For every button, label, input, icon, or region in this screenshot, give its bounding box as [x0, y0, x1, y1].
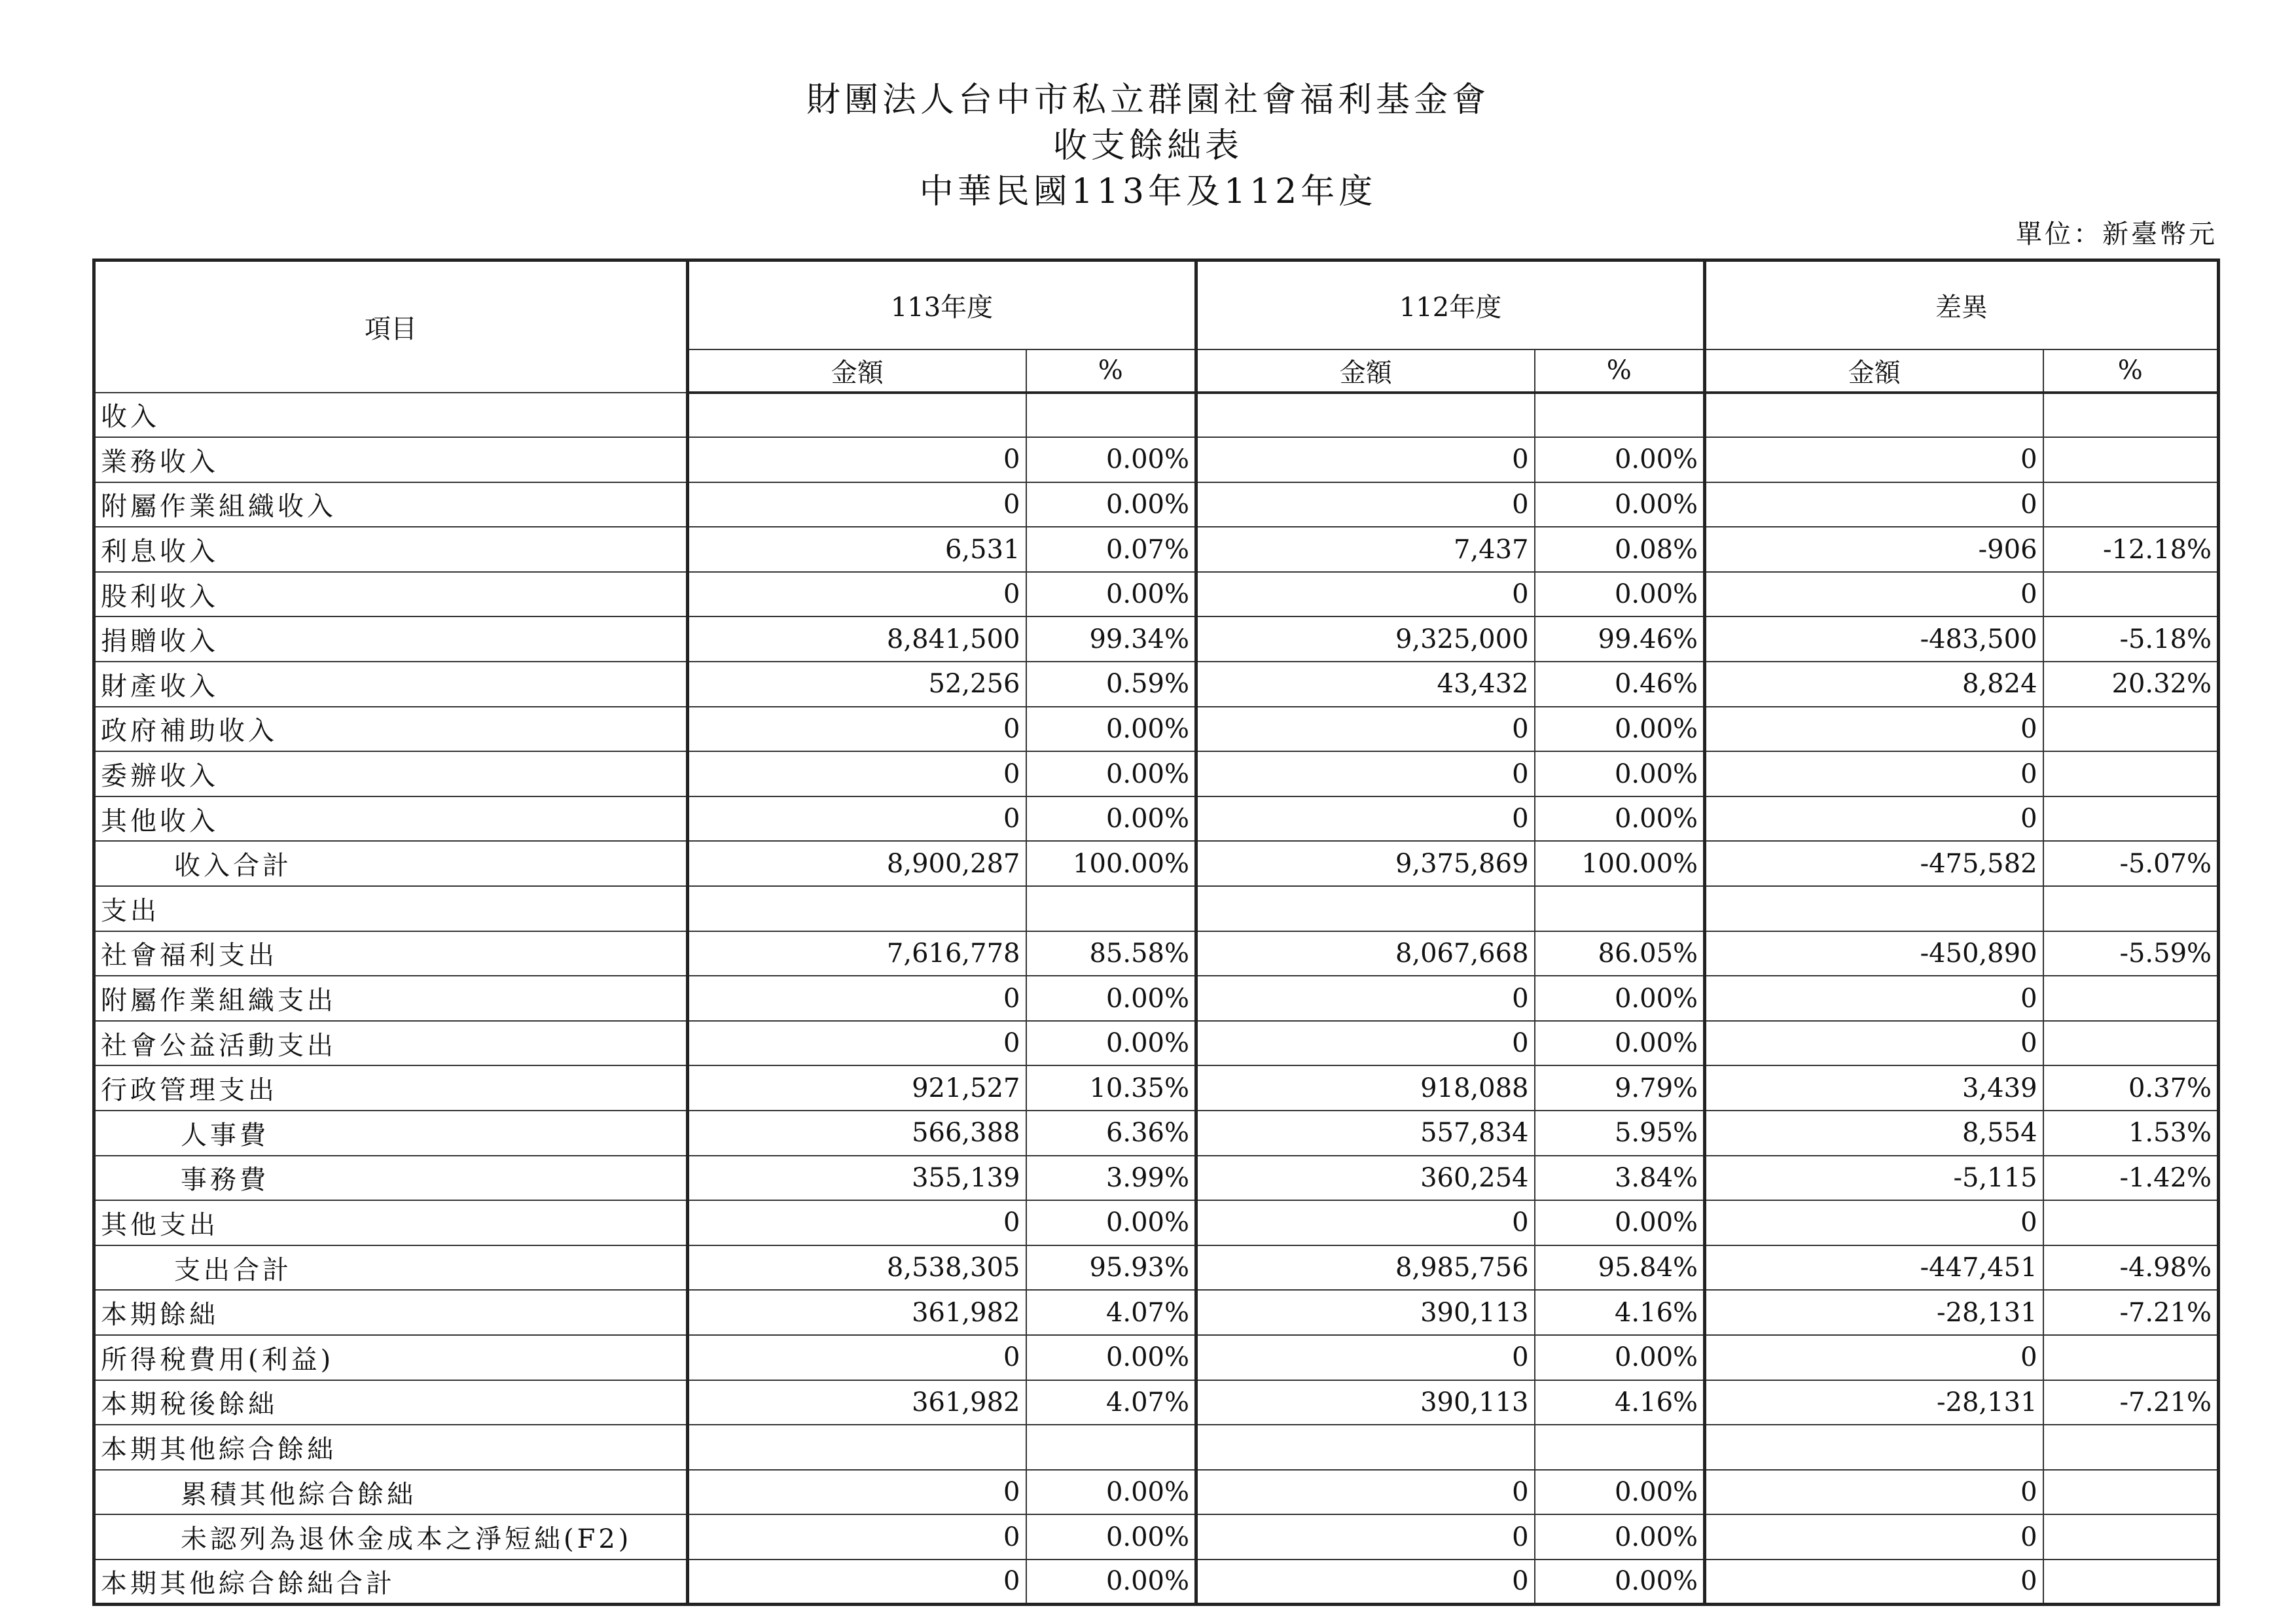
row-label: 收入	[94, 393, 688, 438]
amount-113-cell: 0	[688, 482, 1026, 527]
percent-diff-cell: -1.42%	[2043, 1156, 2219, 1201]
amount-113-cell: 0	[688, 1021, 1026, 1066]
percent-diff-cell	[2043, 437, 2219, 482]
amount-112-cell: 8,985,756	[1196, 1245, 1535, 1291]
amount-diff-cell	[1705, 886, 2043, 931]
amount-113-cell: 0	[688, 1335, 1026, 1380]
amount-113-cell	[688, 393, 1026, 438]
percent-diff-cell: -5.59%	[2043, 931, 2219, 976]
percent-113-cell: 0.00%	[1026, 1200, 1196, 1245]
table-row	[94, 841, 2219, 886]
percent-113-cell: 10.35%	[1026, 1065, 1196, 1111]
amount-112-cell: 0	[1196, 1514, 1535, 1560]
percent-112-cell: 95.84%	[1535, 1245, 1705, 1291]
percent-113-cell: 4.07%	[1026, 1290, 1196, 1335]
amount-113-cell: 0	[688, 437, 1026, 482]
percent-112-cell: 0.00%	[1535, 1560, 1705, 1605]
amount-diff-cell: -28,131	[1705, 1380, 2043, 1425]
percent-112-cell: 0.00%	[1535, 976, 1705, 1021]
column-header-item: 項目	[94, 260, 688, 393]
percent-112-cell: 0.08%	[1535, 527, 1705, 572]
amount-113-cell: 566,388	[688, 1111, 1026, 1156]
percent-112-cell: 0.00%	[1535, 707, 1705, 752]
amount-113-cell: 355,139	[688, 1156, 1026, 1201]
percent-diff-cell	[2043, 1514, 2219, 1560]
percent-113-cell: 0.00%	[1026, 572, 1196, 617]
percent-113-cell: 0.00%	[1026, 707, 1196, 752]
amount-diff-cell: 3,439	[1705, 1065, 2043, 1111]
table-row	[94, 1021, 2219, 1066]
percent-diff-cell: -7.21%	[2043, 1290, 2219, 1335]
row-label: 財產收入	[94, 662, 688, 707]
amount-diff-cell: 0	[1705, 1470, 2043, 1515]
table-row	[94, 1560, 2219, 1605]
statement-name: 收支餘絀表	[1052, 126, 1243, 166]
table-row	[94, 527, 2219, 572]
percent-113-cell	[1026, 1425, 1196, 1470]
row-label: 社會福利支出	[94, 931, 688, 976]
amount-diff-cell: 0	[1705, 707, 2043, 752]
amount-113-cell: 0	[688, 1560, 1026, 1605]
row-label: 未認列為退休金成本之淨短絀(F2)	[94, 1514, 688, 1560]
currency-unit: 單位：新臺幣元	[2016, 219, 2217, 249]
percent-112-cell: 0.00%	[1535, 437, 1705, 482]
percent-diff-cell	[2043, 1021, 2219, 1066]
percent-113-cell: 6.36%	[1026, 1111, 1196, 1156]
percent-112-cell: 0.00%	[1535, 1200, 1705, 1245]
amount-diff-cell: 0	[1705, 572, 2043, 617]
amount-112-cell: 0	[1196, 1200, 1535, 1245]
amount-diff-cell: 0	[1705, 796, 2043, 842]
amount-112-cell: 0	[1196, 1560, 1535, 1605]
percent-diff-cell	[2043, 1560, 2219, 1605]
income-statement-table	[92, 259, 2220, 1606]
row-label: 本期其他綜合餘絀合計	[94, 1560, 688, 1605]
amount-113-cell: 8,841,500	[688, 616, 1026, 662]
table-row	[94, 976, 2219, 1021]
percent-112-cell: 9.79%	[1535, 1065, 1705, 1111]
row-label: 本期稅後餘絀	[94, 1380, 688, 1425]
row-label: 所得稅費用(利益)	[94, 1335, 688, 1380]
table-row	[94, 616, 2219, 662]
percent-diff-cell	[2043, 886, 2219, 931]
percent-diff-cell	[2043, 1470, 2219, 1515]
amount-diff-cell: -5,115	[1705, 1156, 2043, 1201]
amount-113-cell: 0	[688, 707, 1026, 752]
column-header-difference: 差異	[1705, 260, 2219, 349]
amount-diff-cell: -483,500	[1705, 616, 2043, 662]
percent-112-cell	[1535, 393, 1705, 438]
row-label: 附屬作業組織支出	[94, 976, 688, 1021]
percent-112-cell: 0.00%	[1535, 751, 1705, 796]
amount-113-cell: 0	[688, 1200, 1026, 1245]
percent-diff-cell: -5.07%	[2043, 841, 2219, 886]
percent-112-cell: 4.16%	[1535, 1290, 1705, 1335]
percent-112-cell: 99.46%	[1535, 616, 1705, 662]
table-row	[94, 1470, 2219, 1515]
percent-diff-cell: -5.18%	[2043, 616, 2219, 662]
amount-112-cell: 390,113	[1196, 1380, 1535, 1425]
amount-112-cell: 0	[1196, 1335, 1535, 1380]
percent-diff-cell: 20.32%	[2043, 662, 2219, 707]
percent-113-cell: 0.00%	[1026, 751, 1196, 796]
amount-113-cell: 0	[688, 1514, 1026, 1560]
amount-diff-cell: 8,824	[1705, 662, 2043, 707]
percent-112-cell: 100.00%	[1535, 841, 1705, 886]
percent-113-cell	[1026, 393, 1196, 438]
amount-112-cell: 557,834	[1196, 1111, 1535, 1156]
percent-112-cell: 0.00%	[1535, 1470, 1705, 1515]
table-row	[94, 1425, 2219, 1470]
amount-diff-cell: -28,131	[1705, 1290, 2043, 1335]
amount-113-cell: 0	[688, 1470, 1026, 1515]
statement-rows	[94, 393, 2219, 1605]
percent-diff-cell	[2043, 1335, 2219, 1380]
amount-112-cell: 390,113	[1196, 1290, 1535, 1335]
amount-diff-cell: -447,451	[1705, 1245, 2043, 1291]
percent-113-cell: 0.00%	[1026, 482, 1196, 527]
amount-112-cell: 0	[1196, 1021, 1535, 1066]
subheader-amount-113: 金額	[688, 349, 1026, 393]
amount-diff-cell: 0	[1705, 1514, 2043, 1560]
amount-113-cell: 7,616,778	[688, 931, 1026, 976]
column-header-113: 113年度	[688, 260, 1196, 349]
percent-113-cell: 0.07%	[1026, 527, 1196, 572]
percent-112-cell: 0.46%	[1535, 662, 1705, 707]
table-row	[94, 1335, 2219, 1380]
percent-113-cell: 85.58%	[1026, 931, 1196, 976]
amount-113-cell: 0	[688, 976, 1026, 1021]
amount-diff-cell: -450,890	[1705, 931, 2043, 976]
row-label: 股利收入	[94, 572, 688, 617]
amount-diff-cell: 0	[1705, 482, 2043, 527]
subheader-percent-112: %	[1535, 349, 1705, 393]
table-row	[94, 796, 2219, 842]
amount-113-cell: 361,982	[688, 1290, 1026, 1335]
table-row	[94, 707, 2219, 752]
row-label: 其他支出	[94, 1200, 688, 1245]
percent-diff-cell	[2043, 1200, 2219, 1245]
table-row	[94, 1156, 2219, 1201]
percent-113-cell	[1026, 886, 1196, 931]
percent-112-cell: 0.00%	[1535, 572, 1705, 617]
table-row	[94, 482, 2219, 527]
table-row	[94, 1065, 2219, 1111]
percent-112-cell: 3.84%	[1535, 1156, 1705, 1201]
percent-112-cell: 0.00%	[1535, 1514, 1705, 1560]
amount-diff-cell: 0	[1705, 751, 2043, 796]
row-label: 其他收入	[94, 796, 688, 842]
percent-113-cell: 4.07%	[1026, 1380, 1196, 1425]
amount-112-cell: 9,325,000	[1196, 616, 1535, 662]
amount-diff-cell: 0	[1705, 1021, 2043, 1066]
amount-diff-cell: -906	[1705, 527, 2043, 572]
column-header-112: 112年度	[1196, 260, 1705, 349]
row-label: 政府補助收入	[94, 707, 688, 752]
amount-113-cell: 8,900,287	[688, 841, 1026, 886]
amount-diff-cell: 8,554	[1705, 1111, 2043, 1156]
table-row	[94, 886, 2219, 931]
percent-diff-cell: -4.98%	[2043, 1245, 2219, 1291]
percent-112-cell: 0.00%	[1535, 1021, 1705, 1066]
percent-113-cell: 0.00%	[1026, 1335, 1196, 1380]
percent-113-cell: 0.00%	[1026, 1560, 1196, 1605]
amount-112-cell: 0	[1196, 976, 1535, 1021]
amount-113-cell: 0	[688, 572, 1026, 617]
percent-diff-cell	[2043, 482, 2219, 527]
table-row	[94, 572, 2219, 617]
amount-diff-cell	[1705, 1425, 2043, 1470]
row-label: 本期餘絀	[94, 1290, 688, 1335]
table-row	[94, 1245, 2219, 1291]
percent-113-cell: 0.00%	[1026, 976, 1196, 1021]
amount-113-cell: 0	[688, 751, 1026, 796]
row-label: 人事費	[94, 1111, 688, 1156]
amount-113-cell: 8,538,305	[688, 1245, 1026, 1291]
percent-diff-cell: 1.53%	[2043, 1111, 2219, 1156]
percent-113-cell: 0.00%	[1026, 1470, 1196, 1515]
amount-112-cell: 0	[1196, 796, 1535, 842]
table-row	[94, 437, 2219, 482]
table-row	[94, 393, 2219, 438]
row-label: 社會公益活動支出	[94, 1021, 688, 1066]
row-label: 收入合計	[94, 841, 688, 886]
amount-diff-cell: 0	[1705, 1200, 2043, 1245]
amount-diff-cell: 0	[1705, 437, 2043, 482]
amount-112-cell: 918,088	[1196, 1065, 1535, 1111]
percent-113-cell: 0.00%	[1026, 1021, 1196, 1066]
amount-112-cell: 0	[1196, 751, 1535, 796]
subheader-amount-112: 金額	[1196, 349, 1535, 393]
amount-diff-cell	[1705, 393, 2043, 438]
percent-112-cell: 0.00%	[1535, 482, 1705, 527]
percent-diff-cell	[2043, 976, 2219, 1021]
percent-112-cell	[1535, 886, 1705, 931]
amount-112-cell	[1196, 886, 1535, 931]
table-row	[94, 662, 2219, 707]
amount-112-cell	[1196, 393, 1535, 438]
row-label: 委辦收入	[94, 751, 688, 796]
percent-diff-cell	[2043, 393, 2219, 438]
subheader-percent-diff: %	[2043, 349, 2219, 393]
percent-113-cell: 100.00%	[1026, 841, 1196, 886]
amount-112-cell: 7,437	[1196, 527, 1535, 572]
percent-diff-cell: -12.18%	[2043, 527, 2219, 572]
amount-113-cell	[688, 1425, 1026, 1470]
percent-diff-cell	[2043, 707, 2219, 752]
amount-113-cell: 6,531	[688, 527, 1026, 572]
amount-diff-cell: 0	[1705, 1560, 2043, 1605]
amount-112-cell: 0	[1196, 572, 1535, 617]
amount-112-cell: 0	[1196, 1470, 1535, 1515]
amount-112-cell: 360,254	[1196, 1156, 1535, 1201]
table-row	[94, 1290, 2219, 1335]
subheader-percent-113: %	[1026, 349, 1196, 393]
row-label: 附屬作業組織收入	[94, 482, 688, 527]
row-label: 利息收入	[94, 527, 688, 572]
percent-112-cell: 5.95%	[1535, 1111, 1705, 1156]
row-label: 支出合計	[94, 1245, 688, 1291]
percent-113-cell: 3.99%	[1026, 1156, 1196, 1201]
table-row	[94, 1111, 2219, 1156]
percent-112-cell: 86.05%	[1535, 931, 1705, 976]
percent-diff-cell	[2043, 796, 2219, 842]
table-row	[94, 931, 2219, 976]
percent-112-cell: 4.16%	[1535, 1380, 1705, 1425]
table-row	[94, 1514, 2219, 1560]
row-label: 業務收入	[94, 437, 688, 482]
percent-113-cell: 0.00%	[1026, 1514, 1196, 1560]
statement-period: 中華民國113年及112年度	[919, 172, 1377, 211]
row-label: 累積其他綜合餘絀	[94, 1470, 688, 1515]
amount-diff-cell: 0	[1705, 1335, 2043, 1380]
percent-113-cell: 0.59%	[1026, 662, 1196, 707]
percent-112-cell: 0.00%	[1535, 796, 1705, 842]
percent-112-cell	[1535, 1425, 1705, 1470]
amount-112-cell: 0	[1196, 482, 1535, 527]
amount-112-cell: 43,432	[1196, 662, 1535, 707]
table-row	[94, 751, 2219, 796]
amount-112-cell: 8,067,668	[1196, 931, 1535, 976]
amount-113-cell: 52,256	[688, 662, 1026, 707]
amount-diff-cell: -475,582	[1705, 841, 2043, 886]
subheader-amount-diff: 金額	[1705, 349, 2043, 393]
title-block	[0, 77, 2296, 215]
amount-112-cell	[1196, 1425, 1535, 1470]
percent-diff-cell	[2043, 751, 2219, 796]
percent-diff-cell: 0.37%	[2043, 1065, 2219, 1111]
amount-113-cell: 361,982	[688, 1380, 1026, 1425]
row-label: 事務費	[94, 1156, 688, 1201]
percent-113-cell: 0.00%	[1026, 796, 1196, 842]
percent-113-cell: 95.93%	[1026, 1245, 1196, 1291]
row-label: 支出	[94, 886, 688, 931]
amount-diff-cell: 0	[1705, 976, 2043, 1021]
percent-113-cell: 99.34%	[1026, 616, 1196, 662]
percent-diff-cell	[2043, 1425, 2219, 1470]
amount-112-cell: 0	[1196, 707, 1535, 752]
percent-113-cell: 0.00%	[1026, 437, 1196, 482]
percent-diff-cell: -7.21%	[2043, 1380, 2219, 1425]
amount-113-cell: 921,527	[688, 1065, 1026, 1111]
table-row	[94, 1380, 2219, 1425]
org-name: 財團法人台中市私立群園社會福利基金會	[806, 80, 1490, 120]
amount-113-cell: 0	[688, 796, 1026, 842]
row-label: 行政管理支出	[94, 1065, 688, 1111]
percent-diff-cell	[2043, 572, 2219, 617]
amount-112-cell: 0	[1196, 437, 1535, 482]
percent-112-cell: 0.00%	[1535, 1335, 1705, 1380]
amount-113-cell	[688, 886, 1026, 931]
table-row	[94, 1200, 2219, 1245]
amount-112-cell: 9,375,869	[1196, 841, 1535, 886]
row-label: 捐贈收入	[94, 616, 688, 662]
row-label: 本期其他綜合餘絀	[94, 1425, 688, 1470]
